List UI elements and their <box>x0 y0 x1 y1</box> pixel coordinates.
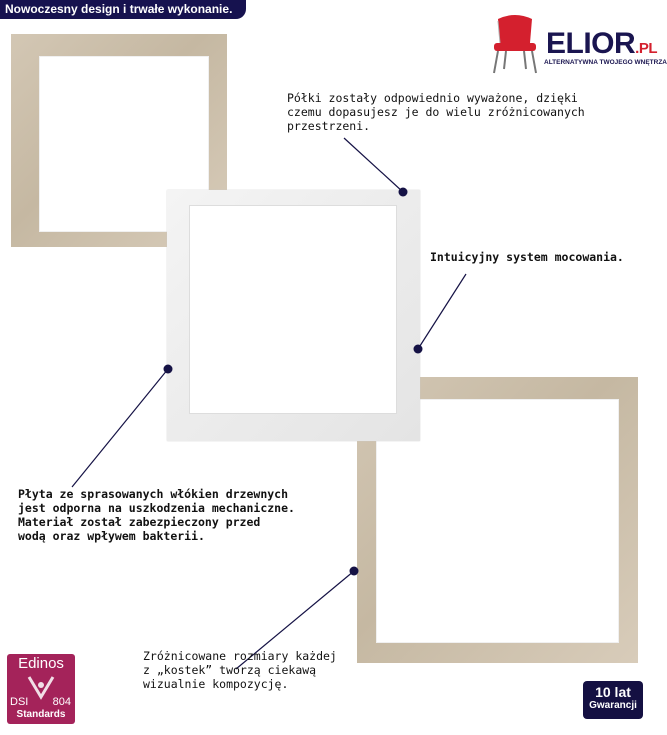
edinos-badge <box>7 654 75 724</box>
warranty-badge <box>583 681 643 719</box>
warranty-label: Gwarancji <box>589 700 637 711</box>
callout-dot-sizes <box>350 567 359 576</box>
callout-material: Płyta ze sprasowanych włókien drzewnych jest odporna na uszkodzenia mechaniczne. Materiał został zabezpieczony przed wodą oraz wpływem bakterii. <box>18 487 295 543</box>
callout-mounting: Intuicyjny system mocowania. <box>430 250 624 264</box>
header-tagline: Nowoczesny design i trwałe wykonanie. <box>0 0 246 19</box>
callout-sizes: Zróżnicowane rozmiary każdej z „kostek” tworzą ciekawą wizualnie kompozycję. <box>143 649 337 691</box>
callout-balanced: Półki zostały odpowiednio wyważone, dzięki czemu dopasujesz je do wielu zróżnicowanych przestrzeni. <box>287 91 585 133</box>
callout-dot-balanced <box>399 188 408 197</box>
edinos-title: Edinos <box>18 655 64 672</box>
warranty-years: 10 lat <box>595 684 631 700</box>
callout-dot-mounting <box>414 345 423 354</box>
logo-wordmark: ELIOR.PL <box>546 27 658 60</box>
callout-dot-material <box>164 365 173 374</box>
edinos-dsi: DSI <box>10 696 29 708</box>
edinos-standards: Standards <box>16 709 66 720</box>
checkmark-icon <box>27 673 55 699</box>
logo-slogan: ALTERNATYWNA TWOJEGO WNĘTRZA <box>544 59 667 66</box>
edinos-number: 804 <box>52 696 71 708</box>
